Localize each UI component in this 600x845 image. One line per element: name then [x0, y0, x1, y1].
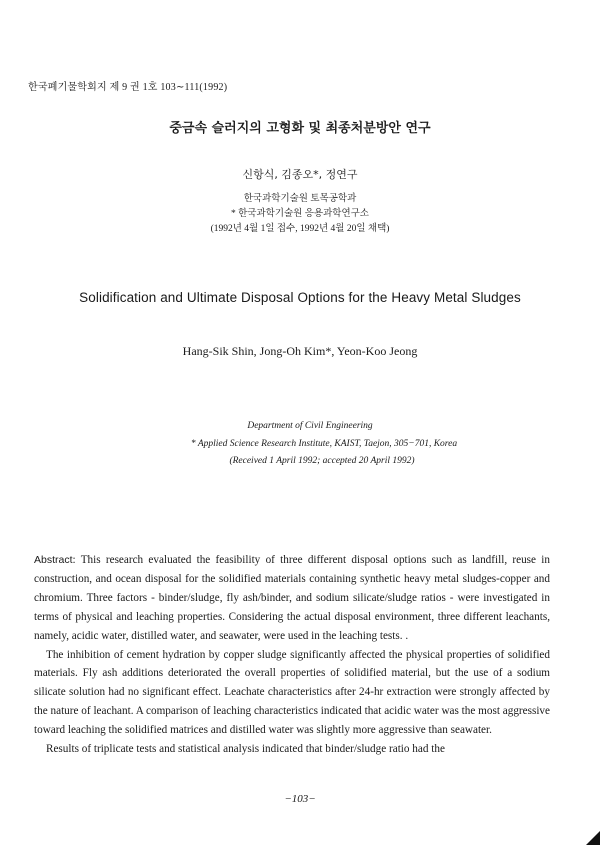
english-affiliation-2: * Applied Science Research Institute, KAIST, Taejon, 305−701, Korea [190, 439, 458, 449]
english-authors: Hang-Sik Shin, Jong-Oh Kim*, Yeon-Koo Jeong [182, 344, 418, 358]
abstract-paragraph-1 [34, 551, 550, 646]
abstract [34, 551, 550, 759]
korean-affiliation-2: * 한국과학기술원 응용과학연구소 [231, 209, 369, 219]
korean-affiliation-1: 한국과학기술원 토목공학과 [243, 194, 357, 204]
korean-authors: 신항식, 김종오*, 정연구 [242, 168, 358, 181]
english-received-date: (Received 1 April 1992; accepted 20 April 1992) [229, 456, 415, 466]
abstract-paragraph-1-text: : This research evaluated the feasibility of three different disposal options such as landfill, reuse in construction, and ocean disposal for the solidified materials containing synthetic heavy metal sludges-copper and chromium. Three factors - binder/sludge, fly ash/binder, and sodium silicate/sludge ratios - were investigated in terms of physical and leaching properties. Considering the actual disposal environment, three different leachants, namely, acidic water, distilled water, and seawater, were used in the leaching tests. . [34, 554, 550, 642]
journal-citation: 한국폐기물학회지 제 9 권 1호 103∼111(1992) [28, 82, 228, 93]
page-corner-mark [586, 831, 600, 845]
korean-received-date: (1992년 4월 1일 접수, 1992년 4월 20일 채택) [210, 224, 390, 234]
abstract-paragraph-2: The inhibition of cement hydration by copper sludge significantly affected the physical properties of solidified materials. Fly ash additions deteriorated the overall properties of solidified material, but the use of a sodium silicate solution had no significant effect. Leachate characteristics after 24-hr extraction were strongly affected by the nature of leachant. A comparison of leaching characteristics indicated that acidic water was the most aggressive toward leaching the solidified matrices and distilled water was slightly more aggressive than seawater. [34, 648, 550, 737]
english-title: Solidification and Ultimate Disposal Options for the Heavy Metal Sludges [79, 290, 521, 305]
page-number: −103− [284, 793, 316, 805]
abstract-label: Abstract [34, 554, 73, 566]
english-affiliation-1: Department of Civil Engineering [247, 421, 373, 431]
korean-title: 중금속 슬러지의 고형화 및 최종처분방안 연구 [169, 121, 431, 136]
abstract-paragraph-3: Results of triplicate tests and statistical analysis indicated that binder/sludge ratio had the [46, 743, 445, 756]
